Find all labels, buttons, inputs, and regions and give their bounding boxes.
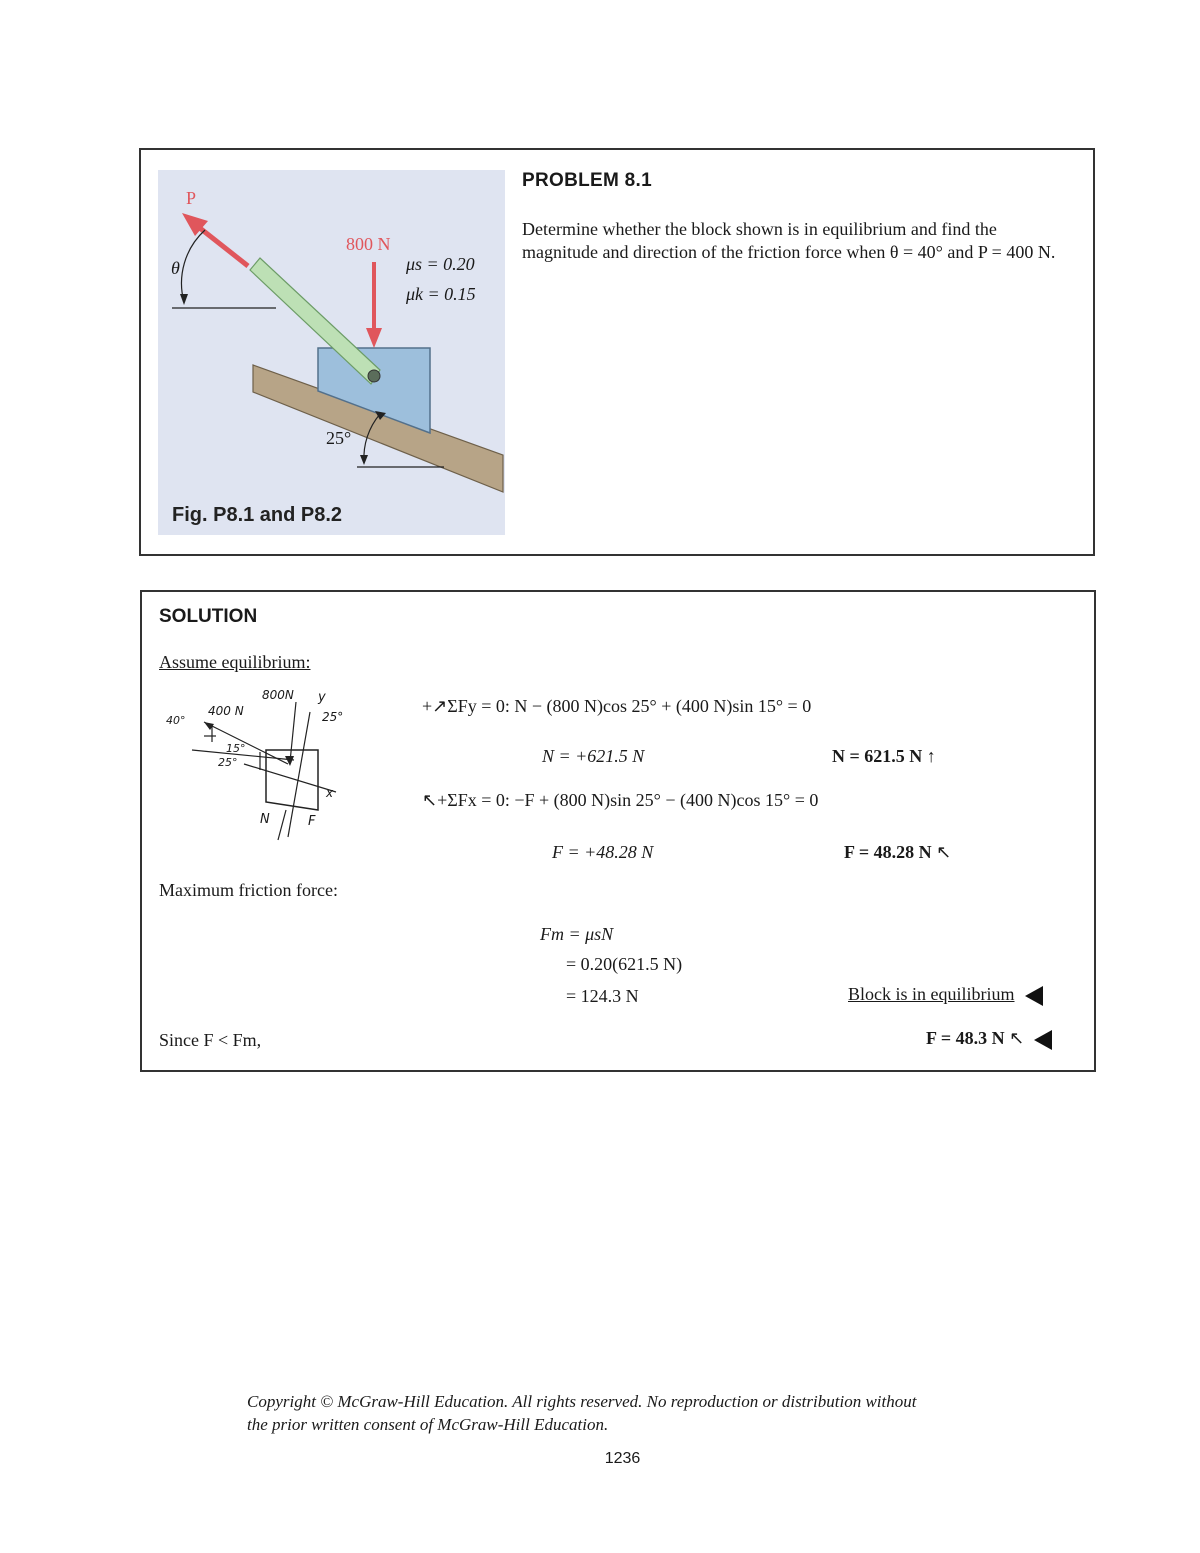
problem-title: PROBLEM 8.1 (522, 170, 652, 191)
sketch-label-40: 40° (166, 714, 186, 727)
sketch-label-f: F (308, 814, 316, 829)
equation-sum-fy: +↗ΣFy = 0: N − (800 N)cos 25° + (400 N)sin 15° = 0 (422, 696, 812, 716)
label-angle: 25° (326, 428, 352, 448)
rod (250, 258, 380, 384)
solution-title: SOLUTION (159, 606, 258, 627)
answer-n-arrow: ↑ (926, 746, 936, 766)
figure-drawing (158, 170, 505, 535)
figure-caption: Fig. P8.1 and P8.2 (172, 504, 343, 526)
result-f: F = +48.28 N (552, 842, 654, 862)
fm-definition: Fm = μsN (540, 924, 614, 944)
sketch-label-x: x (326, 786, 334, 800)
fm-substitution: = 0.20(621.5 N) (566, 954, 683, 974)
label-mu-k: μk = 0.15 (406, 284, 476, 304)
free-body-sketch (160, 688, 360, 842)
conclusion (848, 984, 1043, 1006)
answer-f (844, 842, 951, 863)
answer-n (832, 746, 936, 767)
sketch-label-25a: 25° (322, 710, 344, 724)
equation-sum-fx: ↖+ΣFx = 0: −F + (800 N)sin 25° − (400 N)cos 15° = 0 (422, 790, 819, 810)
answer-f-value: F = 48.28 N (844, 842, 932, 862)
assume-label: Assume equilibrium: (159, 652, 311, 672)
copyright-line-1: Copyright © McGraw-Hill Education. All rights reserved. No reproduction or distribution without (247, 1392, 917, 1411)
pin (368, 370, 380, 382)
load-arrow-head (366, 328, 382, 348)
copyright-line-2: the prior written consent of McGraw-Hill Education. (247, 1415, 609, 1434)
sketch-label-25b: 25° (218, 756, 238, 769)
problem-figure (158, 170, 505, 535)
result-n: N = +621.5 N (542, 746, 645, 766)
since-label: Since F < Fm, (159, 1030, 262, 1050)
answer-marker-icon (1034, 1030, 1052, 1050)
sketch-label-n: N (260, 812, 270, 827)
answer-n-value: N = 621.5 N (832, 746, 923, 766)
problem-box (139, 148, 1095, 556)
label-theta: θ (171, 258, 180, 278)
answer-f-arrow: ↖ (936, 842, 952, 862)
fm-value: = 124.3 N (566, 986, 639, 1006)
conclusion-text: Block is in equilibrium (848, 984, 1015, 1004)
final-answer-value: F = 48.3 N (926, 1028, 1005, 1048)
copyright-notice (247, 1390, 916, 1436)
sketch-label-15: 15° (226, 742, 246, 755)
page-number: 1236 (604, 1450, 641, 1467)
sketch-label-y: y (318, 690, 326, 705)
sketch-label-800: 800N (262, 688, 294, 702)
label-load: 800 N (346, 234, 391, 254)
label-p: P (186, 188, 197, 208)
label-mu-s: μs = 0.20 (406, 254, 475, 274)
problem-statement: Determine whether the block shown is in equilibrium and find the magnitude and direction of the friction force when θ = 40° and P = 400 N. (522, 219, 1056, 262)
solution-box (140, 590, 1096, 1072)
final-answer-arrow: ↖ (1009, 1028, 1025, 1048)
final-answer (926, 1028, 1052, 1050)
max-friction-label: Maximum friction force: (159, 880, 338, 900)
sketch-label-400: 400 N (208, 704, 244, 718)
answer-marker-icon (1025, 986, 1043, 1006)
theta-arc (182, 230, 205, 302)
